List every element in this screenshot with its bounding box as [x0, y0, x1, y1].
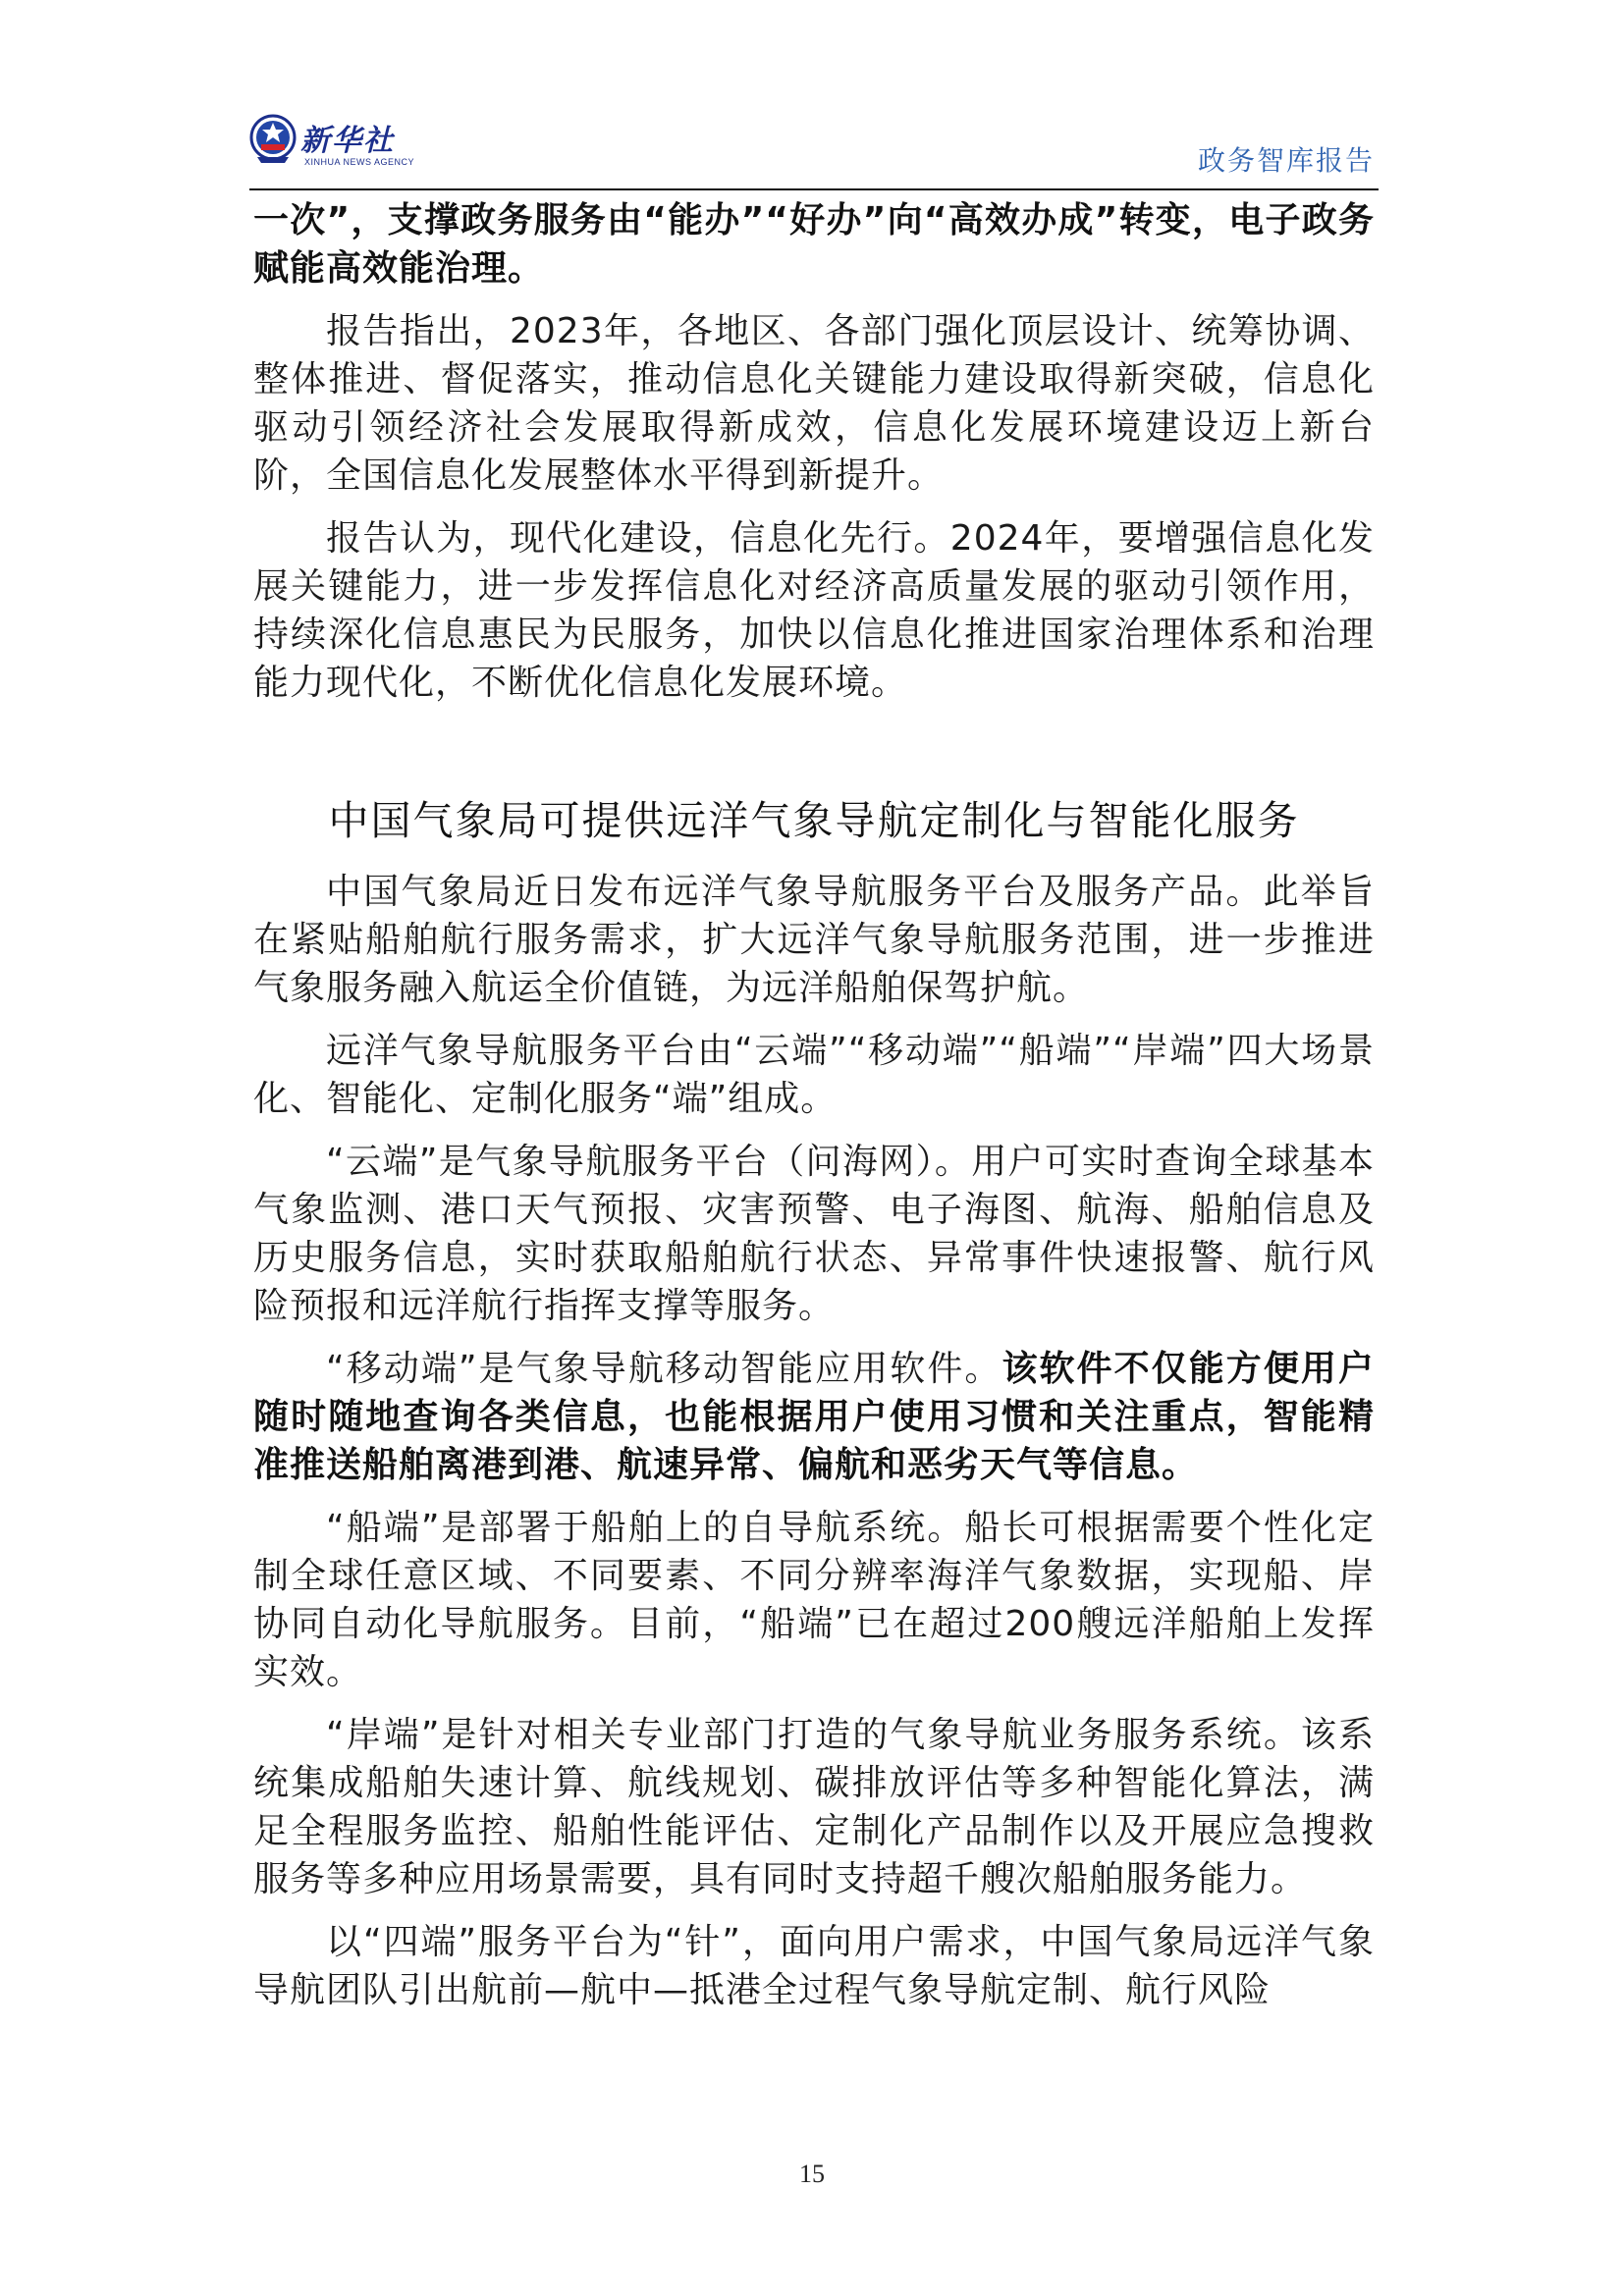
paragraph: “船端”是部署于船舶上的自导航系统。船长可根据需要个性化定制全球任意区域、不同要素、不同分辨率海洋气象数据，实现船、岸协同自动化导航服务。目前，“船端”已在超过200艘远洋船舶上发挥实效。: [253, 1508, 1375, 1692]
xinhua-logo: [249, 114, 415, 185]
body-content: [253, 196, 1375, 2014]
continued-paragraph: 一次”，支撑政务服务由“能办”“好办”向“高效办成”转变，电子政务赋能高效能治理。: [253, 200, 1375, 289]
paragraph: 报告指出，2023年，各地区、各部门强化顶层设计、统筹协调、整体推进、督促落实，推动信息化关键能力建设取得新突破，信息化驱动引领经济社会发展取得新成效，信息化发展环境建设迈上新台阶，全国信息化发展整体水平得到新提升。: [253, 311, 1375, 496]
page-header: [249, 110, 1379, 190]
paragraph: 以“四端”服务平台为“针”，面向用户需求，中国气象局远洋气象导航团队引出航前—航中—抵港全过程气象导航定制、航行风险: [253, 1922, 1375, 2010]
page-number: 15: [799, 2160, 825, 2188]
paragraph: 中国气象局近日发布远洋气象导航服务平台及服务产品。此举旨在紧贴船舶航行服务需求，扩大远洋气象导航服务范围，进一步推进气象服务融入航运全价值链，为远洋船舶保驾护航。: [253, 872, 1375, 1008]
paragraph-bold-text: 该软件不仅能方便用户随时随地查询各类信息，也能根据用户使用习惯和关注重点，智能精准推送船舶离港到港、航速异常、偏航和恶劣天气等信息。: [253, 1349, 1375, 1485]
article-title: 中国气象局可提供远洋气象导航定制化与智能化服务: [328, 797, 1300, 844]
header-divider: [249, 188, 1379, 190]
paragraph: “岸端”是针对相关专业部门打造的气象导航业务服务系统。该系统集成船舶失速计算、航线规划、碳排放评估等多种智能化算法，满足全程服务监控、船舶性能评估、定制化产品制作以及开展应急搜救服务等多种应用场景需要，具有同时支持超千艘次船舶服务能力。: [253, 1715, 1375, 1899]
paragraph-mixed: [253, 1345, 1375, 1489]
paragraph: 远洋气象导航服务平台由“云端”“移动端”“船端”“岸端”四大场景化、智能化、定制化服务“端”组成。: [253, 1031, 1375, 1119]
logo-subtext: XINHUA NEWS AGENCY: [304, 157, 415, 167]
paragraph-text: “移动端”是气象导航移动智能应用软件。: [326, 1349, 1002, 1389]
report-name: 政务智库报告: [1197, 144, 1375, 177]
paragraph: 报告认为，现代化建设，信息化先行。2024年，要增强信息化发展关键能力，进一步发挥信息化对经济高质量发展的驱动引领作用，持续深化信息惠民为民服务，加快以信息化推进国家治理体系和治理能力现代化，不断优化信息化发展环境。: [253, 518, 1375, 703]
logo-text: 新华社: [300, 124, 395, 158]
xinhua-emblem-icon: [249, 114, 297, 165]
paragraph: “云端”是气象导航服务平台（问海网）。用户可实时查询全球基本气象监测、港口天气预报、灾害预警、电子海图、航海、船舶信息及历史服务信息，实时获取船舶航行状态、异常事件快速报警、航行风险预报和远洋航行指挥支撑等服务。: [253, 1142, 1375, 1326]
